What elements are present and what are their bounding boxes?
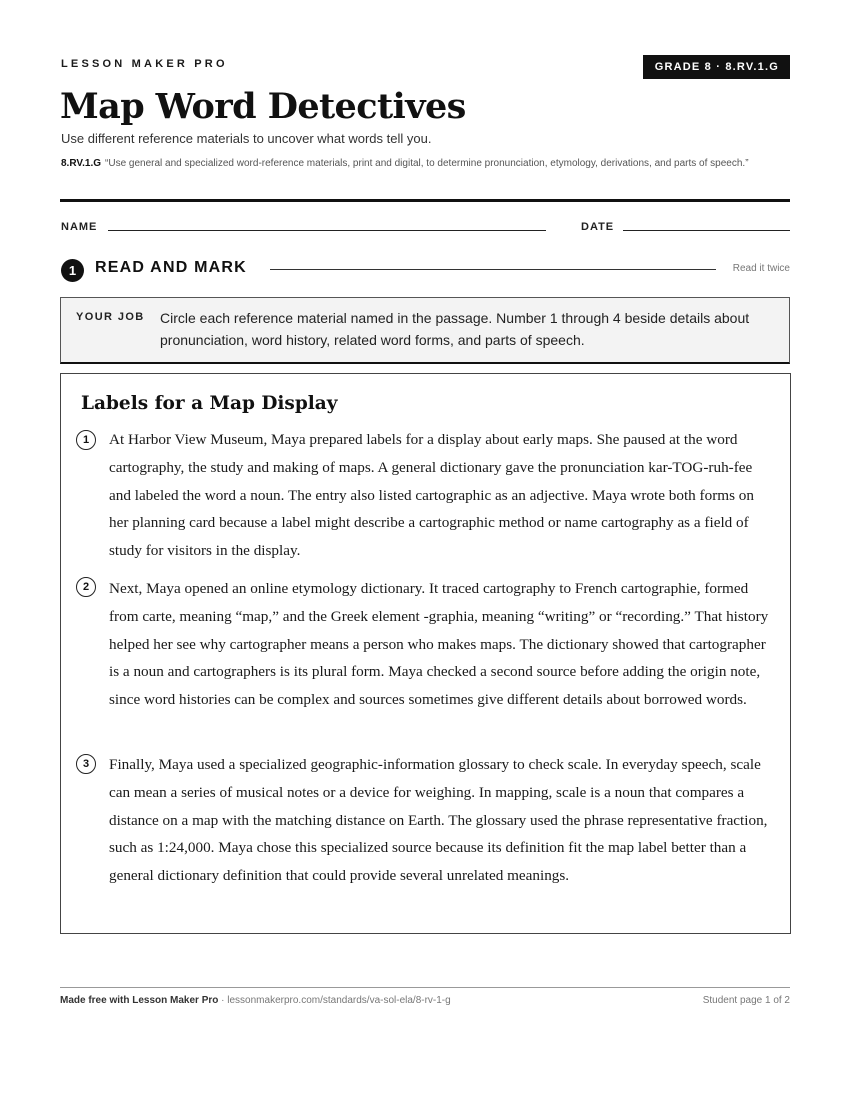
page-subtitle: Use different reference materials to uncover what words tell you. bbox=[61, 131, 432, 146]
brand-name: LESSON MAKER PRO bbox=[61, 58, 228, 70]
grade-badge: GRADE 8 · 8.RV.1.G bbox=[643, 55, 790, 79]
section-hint: Read it twice bbox=[732, 263, 790, 274]
date-line bbox=[623, 230, 790, 231]
standard-code: 8.RV.1.G bbox=[61, 158, 102, 169]
passage-box bbox=[60, 373, 791, 934]
name-label: NAME bbox=[61, 221, 98, 233]
paragraph-number: 3 bbox=[76, 754, 96, 774]
passage-paragraph: At Harbor View Museum, Maya prepared labels for a display about early maps. She paused at the word cartography, the study and making of maps. A general dictionary gave the pronunciation kar-TOG-ruh-fee and labeled the word a noun. The entry also listed cartographic as an adjective. Maya wrote both forms on her planning card because a label might describe a cartographic method or name cartography as a field of study for visitors in the display. bbox=[109, 431, 754, 560]
job-label: YOUR JOB bbox=[76, 311, 145, 323]
paragraph-number: 1 bbox=[76, 430, 96, 450]
passage-title: Labels for a Map Display bbox=[81, 393, 338, 414]
date-label: DATE bbox=[581, 221, 615, 233]
footer-made-with: Made free with Lesson Maker Pro bbox=[60, 995, 219, 1006]
standard-statement bbox=[61, 156, 776, 172]
footer-url: · lessonmakerpro.com/standards/va-sol-ela/8-rv-1-g bbox=[218, 995, 451, 1006]
page-title: Map Word Detectives bbox=[60, 86, 466, 127]
footer-credit bbox=[60, 995, 451, 1006]
footer-divider bbox=[60, 987, 790, 988]
job-instructions-box bbox=[60, 297, 790, 364]
standard-text: “Use general and specialized word-reference materials, print and digital, to determine pronunciation, etymology, derivations, and parts of speech.” bbox=[105, 158, 749, 169]
paragraph-number: 2 bbox=[76, 577, 96, 597]
section-title: READ AND MARK bbox=[95, 259, 247, 276]
section-divider bbox=[270, 269, 716, 270]
job-text: Circle each reference material named in the passage. Number 1 through 4 beside details about pronunciation, word history, related word forms, and parts of speech. bbox=[160, 310, 750, 348]
header-divider bbox=[60, 199, 790, 202]
passage-paragraph: Finally, Maya used a specialized geographic-information glossary to check scale. In everyday speech, scale can mean a series of musical notes or a device for weighing. In mapping, scale is a noun that compares a distance on a map with the matching distance on Earth. The glossary used the phrase representative fraction, such as 1:24,000. Maya chose this specialized source because its definition fit the map label better than a general dictionary definition that could provide several unrelated meanings. bbox=[109, 756, 768, 885]
name-line bbox=[108, 230, 546, 231]
section-number: 1 bbox=[61, 259, 84, 282]
passage-paragraph: Next, Maya opened an online etymology dictionary. It traced cartography to French cartographie, formed from carte, meaning “map,” and the Greek element -graphia, meaning “writing” or “recording.” That history helped her see why cartographer means a person who makes maps. The dictionary showed that cartographer is a noun and cartographers is its plural form. Maya checked a second source before adding the origin note, since word histories can be complex and sources sometimes give different details about borrowed words. bbox=[109, 580, 769, 709]
footer-page-number: Student page 1 of 2 bbox=[702, 995, 790, 1006]
